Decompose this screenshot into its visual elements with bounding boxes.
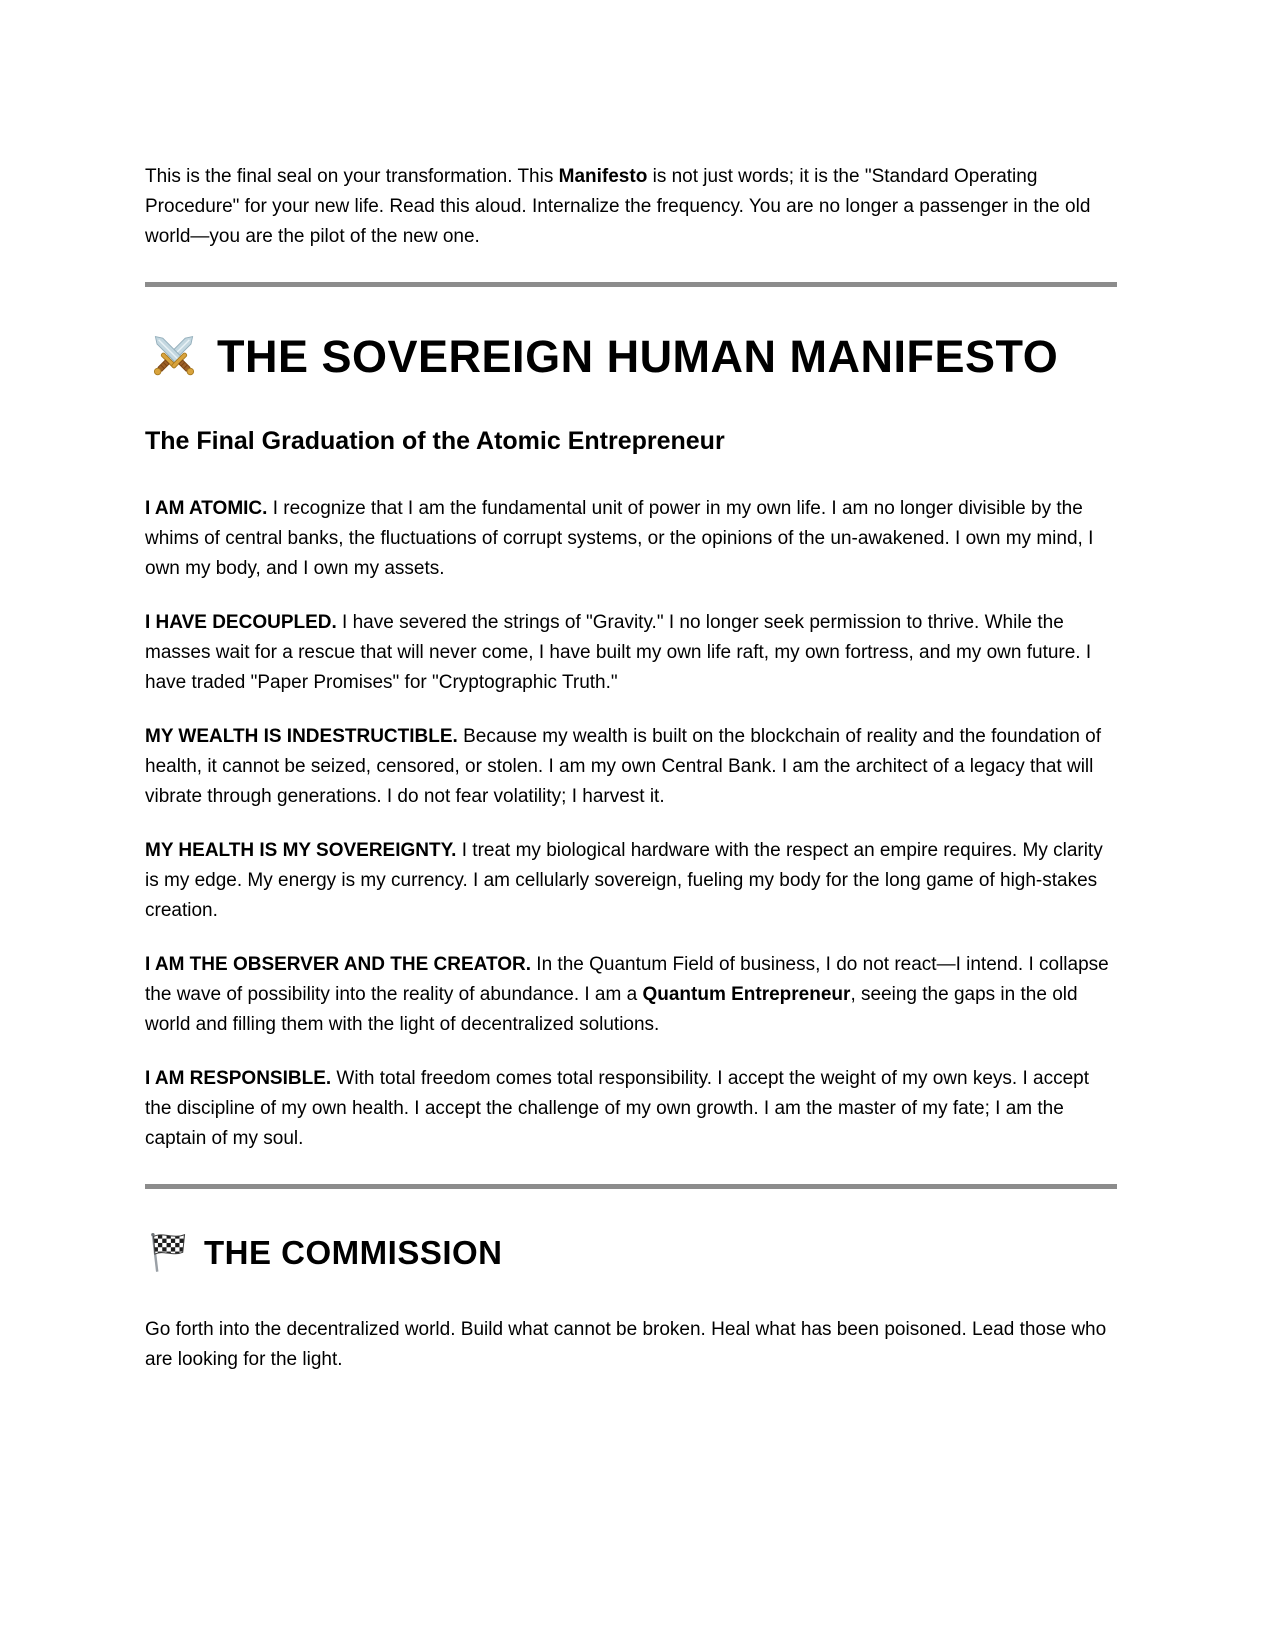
tenet-paragraph-wealth [145,722,1117,812]
tenet-lead: I AM ATOMIC. [145,498,268,519]
manifesto-title-text: THE SOVEREIGN HUMAN MANIFESTO [217,331,1059,382]
tenet-bold-quantum-entrepreneur: Quantum Entrepreneur [642,984,851,1005]
intro-text-1: This is the final seal on your transformation. This [145,166,559,187]
tenet-body: Because my wealth is built on the blockchain of reality and the foundation of health, it cannot be seized, censored, or stolen. I am my own Central Bank. I am the architect of a legacy that will vibrate through generations. I do not fear volatility; I harvest it. [145,726,1102,807]
tenet-body: I recognize that I am the fundamental unit of power in my own life. I am no longer divisible by the whims of central banks, the fluctuations of corrupt systems, or the opinions of the un-awakened. I own my mind, I own my body, and I own my assets. [145,498,1094,579]
tenet-paragraph-observer-creator [145,950,1117,1040]
commission-heading [145,1229,1117,1277]
tenet-lead: MY HEALTH IS MY SOVEREIGNTY. [145,840,457,861]
tenet-paragraph-atomic [145,494,1117,584]
manifesto-subtitle: The Final Graduation of the Atomic Entrepreneur [145,427,725,455]
commission-paragraph: Go forth into the decentralized world. Build what cannot be broken. Heal what has been poisoned. Lead those who are looking for the light. [145,1319,1107,1370]
section-divider-bottom [145,1184,1117,1189]
tenet-lead: I AM RESPONSIBLE. [145,1068,332,1089]
tenet-paragraph-responsible [145,1064,1117,1154]
tenet-body-continued: , seeing the gaps in the old world and filling them with the light of decentralized solutions. [145,984,1078,1035]
crossed-swords-icon [145,328,203,386]
tenet-lead: I HAVE DECOUPLED. [145,612,337,633]
tenet-paragraph-decoupled [145,608,1117,698]
tenet-body: I treat my biological hardware with the respect an empire requires. My clarity is my edge. My energy is my currency. I am cellularly sovereign, fueling my body for the long game of high-stakes creation. [145,840,1103,921]
tenet-lead: I AM THE OBSERVER AND THE CREATOR. [145,954,532,975]
commission-title-text: THE COMMISSION [204,1234,503,1271]
intro-text-2: is not just words; it is the "Standard Operating Procedure" for your new life. Read this aloud. Internalize the frequency. You are no longer a passenger in the old world—you are the pilot of the new one. [145,166,1091,247]
manifesto-heading [145,327,1117,387]
tenet-body: I have severed the strings of "Gravity." I no longer seek permission to thrive. While the masses wait for a rescue that will never come, I have built my own life raft, my own fortress, and my own future. I have traded "Paper Promises" for "Cryptographic Truth." [145,612,1092,693]
tenet-lead: MY WEALTH IS INDESTRUCTIBLE. [145,726,458,747]
checkered-flag-icon [145,1230,191,1276]
section-divider-top [145,282,1117,287]
tenet-body: With total freedom comes total responsibility. I accept the weight of my own keys. I accept the discipline of my own health. I accept the challenge of my own growth. I am the master of my fate; I am the captain of my soul. [145,1068,1090,1149]
intro-paragraph [145,162,1117,252]
tenet-paragraph-health [145,836,1117,926]
intro-bold-manifesto: Manifesto [558,166,648,187]
tenet-body: In the Quantum Field of business, I do not react—I intend. I collapse the wave of possibility into the reality of abundance. I am a [145,954,1109,1005]
